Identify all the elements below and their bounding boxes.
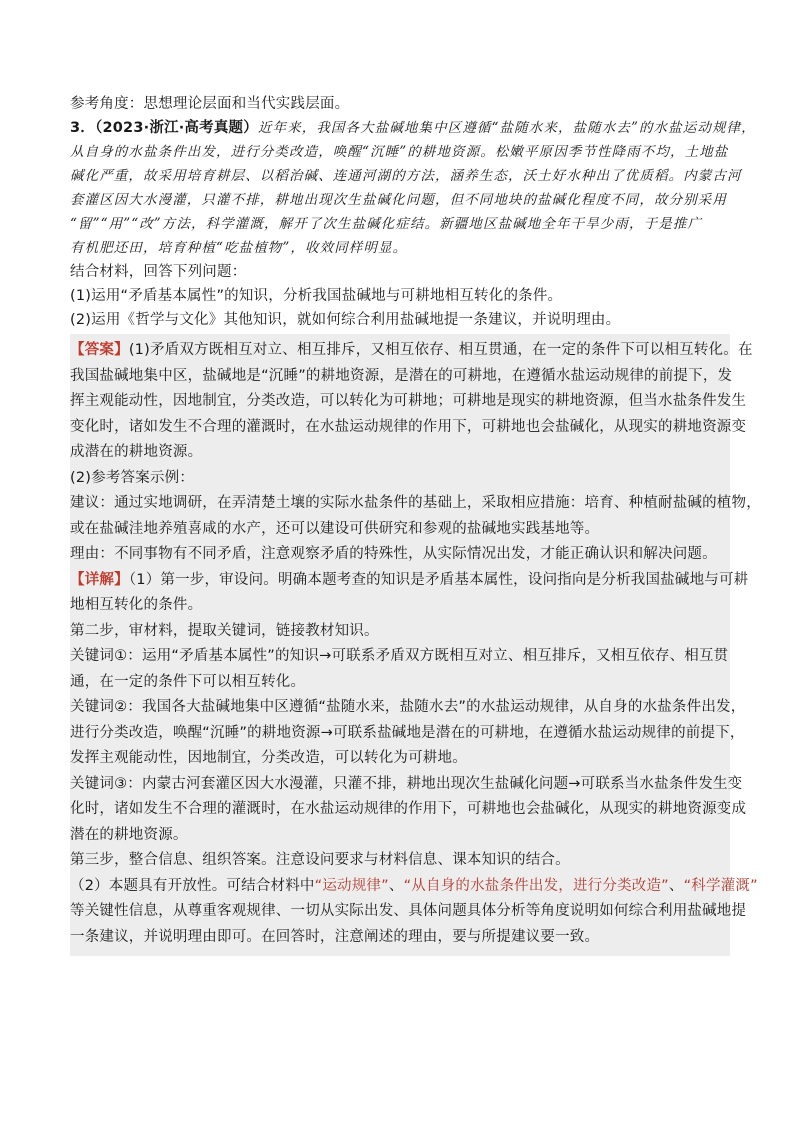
explanation-part2-line — [70, 874, 758, 900]
explanation-line: 关键词③：内蒙古河套灌区因大水漫灌，只灌不排，耕地出现次生盐碱化问题→可联系当水盐条件发生变 — [70, 775, 743, 792]
explanation-line: 化时，诸如发生不合理的灌溉时，在水盐运动规律的作用下，可耕地也会盐碱化，从现实的耕地资源变成 — [70, 801, 747, 817]
explanation-part2-line: 等关键性信息，从尊重客观规律、一切从实际出发、具体问题具体分析等角度说明如何综合利用盐碱地提 — [70, 903, 747, 919]
answer-section — [70, 334, 761, 956]
explanation-tag: 【详解】 — [70, 571, 129, 588]
answer-line: 变化时，诸如发生不合理的灌溉时，在水盐运动规律的作用下，可耕地也会盐碱化，从现实的耕地资源变 — [70, 418, 747, 435]
separator: 、 — [668, 877, 684, 894]
explanation-line — [70, 568, 749, 594]
question-number: 3． — [70, 120, 95, 136]
explanation-line: 进行分类改造，唤醒“沉睡”的耕地资源→可联系盐碱地是潜在的可耕地，在遵循水盐运动规律的前提下， — [70, 724, 745, 741]
material-line: 碱化严重，故采用培育耕层、以稻治碱、连通河湖的方法，涵养生态，沃土好水种出了优质稻。内蒙古河 — [70, 168, 742, 184]
answer-line: 建议：通过实地调研，在弄清楚土壤的实际水盐条件的基础上，采取相应措施：培育、种植耐盐碱的植物， — [70, 495, 761, 511]
part2-intro: （2）本题具有开放性。可结合材料中 — [70, 877, 315, 894]
sub-question-1: (1)运用“矛盾基本属性”的知识，分析我国盐碱地与可耕地相互转化的条件。 — [70, 288, 563, 304]
explanation-text: （1）第一步，审设问。明确本题考查的知识是矛盾基本属性，设问指向是分析我国盐碱地与可耕 — [128, 571, 749, 588]
document-page — [70, 92, 761, 956]
material-line: 近年来，我国各大盐碱地集中区遵循“盐随水来，盐随水去”的水盐运动规律， — [257, 120, 756, 136]
material-line: “留”“用”“改”方法，科学灌溉，解开了次生盐碱化症结。新疆地区盐碱地全年干旱少雨，于是推广 — [70, 216, 703, 232]
answer-text: (1)矛盾双方既相互对立、相互排斥，又相互依存、相互贯通，在一定的条件下可以相互转化。在 — [128, 342, 753, 358]
explanation-part2-line: 一条建议，并说明理由即可。在回答时，注意阐述的理由，要与所提建议要一致。 — [70, 928, 600, 945]
answer-line — [70, 338, 753, 364]
material-line: 有机肥还田，培育种植“吃盐植物”，收效同样明显。 — [70, 240, 408, 256]
answer-line: 我国盐碱地集中区，盐碱地是“沉睡”的耕地资源，是潜在的可耕地，在遵循水盐运动规律的前提下，发 — [70, 367, 733, 384]
answer-line: 或在盐碱洼地养殖喜咸的水产，还可以建设可供研究和参观的盐碱地实践基地等。 — [70, 520, 600, 537]
explanation-line: 发挥主观能动性，因地制宜，分类改造，可以转化为可耕地。 — [70, 750, 467, 766]
keyword-highlight: “从自身的水盐条件出发，进行分类改造” — [403, 877, 669, 894]
explanation-line: 通，在一定的条件下可以相互转化。 — [70, 673, 306, 690]
reference-angle: 参考角度：思想理论层面和当代实践层面。 — [70, 96, 350, 112]
keyword-highlight: “科学灌溉” — [683, 877, 758, 894]
question-prompt: 结合材料，回答下列问题： — [70, 264, 247, 280]
explanation-line: 第二步，审材料，提取关键词，链接教材知识。 — [70, 622, 379, 639]
material-line: 从自身的水盐条件出发，进行分类改造，唤醒“沉睡”的耕地资源。松嫩平原因季节性降雨不均，土地盐 — [70, 144, 729, 160]
question-source: （2023·浙江·高考真题） — [95, 120, 258, 136]
answer-line: (2)参考答案示例： — [70, 469, 195, 486]
keyword-highlight: “运动规律” — [314, 877, 389, 894]
answer-tag: 【答案】 — [70, 342, 129, 358]
explanation-line: 潜在的耕地资源。 — [70, 826, 188, 843]
separator: 、 — [388, 877, 404, 894]
explanation-line: 地相互转化的条件。 — [70, 597, 203, 613]
explanation-line: 关键词②：我国各大盐碱地集中区遵循“盐随水来，盐随水去”的水盐运动规律，从自身的水盐条件出发， — [70, 699, 746, 715]
material-line: 套灌区因大水漫灌，只灌不排，耕地出现次生盐碱化问题，但不同地块的盐碱化程度不同，故分别采用 — [70, 192, 727, 208]
explanation-line: 第三步，整合信息、组织答案。注意设问要求与材料信息、课本知识的结合。 — [70, 852, 570, 868]
explanation-line: 关键词①：运用“矛盾基本属性”的知识→可联系矛盾双方既相互对立、相互排斥，又相互依存、相互贯 — [70, 648, 729, 664]
question-header — [70, 116, 756, 140]
answer-line: 挥主观能动性，因地制宜，分类改造，可以转化为可耕地；可耕地是现实的耕地资源，但当水盐条件发生 — [70, 393, 747, 409]
answer-line: 成潜在的耕地资源。 — [70, 444, 203, 460]
answer-line: 理由：不同事物有不同矛盾，注意观察矛盾的特殊性，从实际情况出发，才能正确认识和解决问题。 — [70, 546, 717, 562]
sub-question-2: (2)运用《哲学与文化》其他知识，就如何综合利用盐碱地提一条建议，并说明理由。 — [70, 312, 621, 328]
